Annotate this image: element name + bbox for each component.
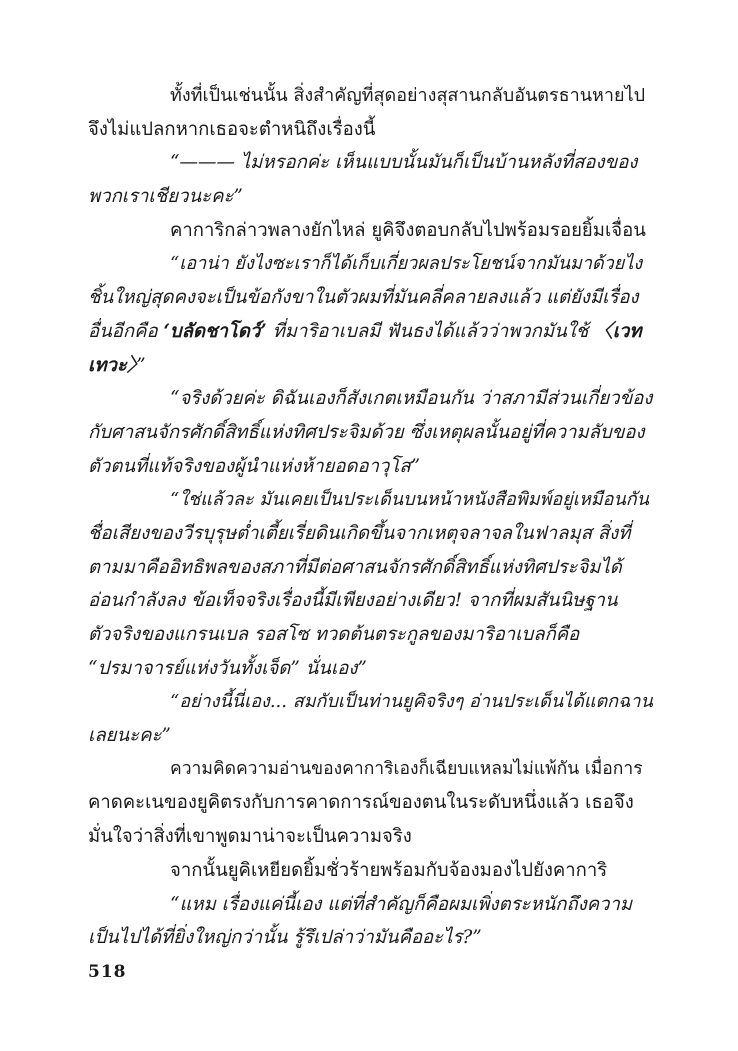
dialogue-line: “อย่างนี้นี่เอง... สมกับเป็นท่านยูคิจริงๆ อ่านประเด็นได้แตกฉาน <box>170 691 653 713</box>
text-line: คาดคะเนของยูคิตรงกับการคาดการณ์ของตนในระดับหนึ่งแล้ว เธอจึง <box>88 792 634 814</box>
dialogue-line: “ปรมาจารย์แห่งวันทั้งเจ็ด” นั่นเอง” <box>88 657 367 679</box>
dialogue-line: เป็นไปได้ที่ยิ่งใหญ่กว่านั้น รู้รึเปล่าว่ามันคืออะไร?” <box>88 927 482 949</box>
dialogue-segment: อื่นอีกคือ <box>88 320 164 342</box>
text-line: ความคิดความอ่านของคาการิเองก็เฉียบแหลมไม่แพ้กัน เมื่อการ <box>170 758 643 779</box>
dialogue-segment: ที่มาริอาเบลมี ฟันธงได้แล้วว่าพวกมันใช้ <box>266 320 595 342</box>
text-line: คาการิกล่าวพลางยักไหล่ ยูคิจึงตอบกลับไปพร้อมรอยยิ้มเจื่อน <box>170 219 646 241</box>
text-line: จากนั้นยูคิเหยียดยิ้มชั่วร้ายพร้อมกับจ้องมองไปยังคาการิ <box>170 859 608 881</box>
dialogue-line: ชื่อเสียงของวีรบุรุษต่ำเตี้ยเรี่ยดินเกิดขึ้นจากเหตุจลาจลในฟาลมุส สิ่งที่ <box>88 522 631 544</box>
term-divine-magic: 〈เวท <box>594 320 642 342</box>
dialogue-line: “จริงด้วยค่ะ ดิฉันเองก็สังเกตเหมือนกัน ว่าสภามีส่วนเกี่ยวข้อง <box>170 388 653 410</box>
dialogue-line: ตัวตนที่แท้จริงของผู้นำแห่งห้ายอดอาวุโส” <box>88 455 421 477</box>
dialogue-line: อ่อนกำลังลง ข้อเท็จจริงเรื่องนี้มีเพียงอย่างเดียว! จากที่ผมสันนิษฐาน <box>88 590 618 612</box>
dialogue-line: ชิ้นใหญ่สุดคงจะเป็นข้อกังขาในตัวผมที่มันคลี่คลายลงแล้ว แต่ยังมีเรื่อง <box>88 287 639 309</box>
text-line: มั่นใจว่าสิ่งที่เขาพูดมาน่าจะเป็นความจริง <box>88 826 412 848</box>
dialogue-line: “——— ไม่หรอกค่ะ เห็นแบบนั้นมันก็เป็นบ้านหลังที่สองของ <box>170 152 638 174</box>
term-divine-magic-end: เทวะ〉 <box>88 354 137 376</box>
dialogue-line <box>88 349 654 383</box>
dialogue-line: เลยนะคะ” <box>88 725 171 747</box>
dialogue-segment: ” <box>136 354 146 376</box>
body-text <box>88 79 654 955</box>
dialogue-line: ตามมาคืออิทธิพลของสภาที่มีต่อศาสนจักรศักดิ์สิทธิ์แห่งทิศประจิมได้ <box>88 556 622 578</box>
dialogue-line: “เอาน่า ยังไงซะเราก็ได้เก็บเกี่ยวผลประโยชน์จากมันมาด้วยไง <box>170 253 643 275</box>
text-line: ทั้งที่เป็นเช่นนั้น สิ่งสำคัญที่สุดอย่างสุสานกลับอันตรธานหายไป <box>170 85 646 106</box>
dialogue-line: “แหม เรื่องแค่นี้เอง แต่ที่สำคัญก็คือผมเพิ่งตระหนักถึงความ <box>170 893 633 915</box>
dialogue-line: พวกเราเชียวนะคะ” <box>88 186 243 208</box>
dialogue-line: กับศาสนจักรศักดิ์สิทธิ์แห่งทิศประจิมด้วย ซึ่งเหตุผลนั้นอยู่ที่ความลับของ <box>88 421 645 443</box>
dialogue-line <box>88 315 654 349</box>
dialogue-line: “ใช่แล้วละ มันเคยเป็นประเด็นบนหน้าหนังสือพิมพ์อยู่เหมือนกัน <box>170 489 649 511</box>
text-line: จึงไม่แปลกหากเธอจะตำหนิถึงเรื่องนี้ <box>88 118 376 140</box>
page-number: 518 <box>88 962 127 982</box>
dialogue-line: ตัวจริงของแกรนเบล รอสโซ ทวดต้นตระกูลของมาริอาเบลก็คือ <box>88 624 580 645</box>
term-blood-shadow: ‘บลัดชาโดว์’ <box>163 320 267 342</box>
